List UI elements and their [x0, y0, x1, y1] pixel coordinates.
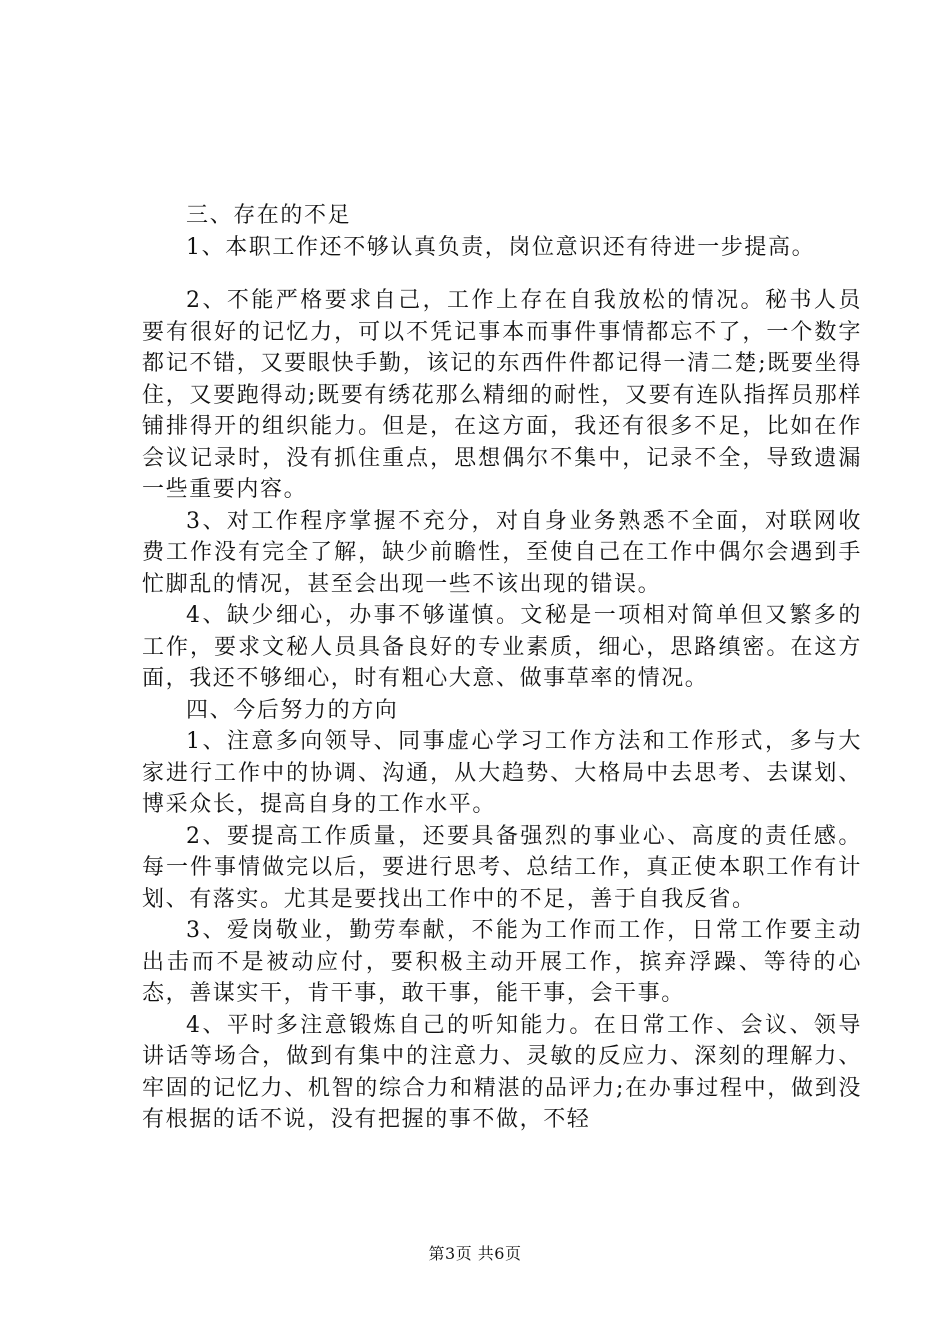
page-number-label: 第3页 共6页 [428, 1244, 522, 1263]
page-footer [0, 1244, 950, 1264]
paragraph: 1、本职工作还不够认真负责，岗位意识还有待进一步提高。 [186, 234, 816, 260]
paragraph: 1、注意多向领导、同事虚心学习工作方法和工作形式，多与大家进行工作中的协调、沟通，从大趋势、大格局中去思考、去谋划、博采众长，提高自身的工作水平。 [142, 729, 862, 817]
paragraph: 4、平时多注意锻炼自己的听知能力。在日常工作、会议、领导讲话等场合，做到有集中的注意力、灵敏的反应力、深刻的理解力、牢固的记忆力、机智的综合力和精湛的品评力;在办事过程中，做到没有根据的话不说，没有把握的事不做，不轻 [142, 1012, 862, 1132]
paragraph: 3、爱岗敬业，勤劳奉献，不能为工作而工作，日常工作要主动出击而不是被动应付，要积极主动开展工作，摈弃浮躁、等待的心态，善谋实干，肯干事，敢干事，能干事，会干事。 [142, 918, 862, 1006]
section-heading-shortcomings: 三、存在的不足 [186, 203, 352, 228]
paragraph: 2、不能严格要求自己，工作上存在自我放松的情况。秘书人员要有很好的记忆力，可以不凭记事本而事件事情都忘不了，一个数字都记不错，又要眼快手勤，该记的东西件件都记得一清二楚;既要坐得住，又要跑得动;既要有绣花那么精细的耐性，又要有连队指挥员那样铺排得开的组织能力。但是，在这方面，我还有很多不足，比如在作会议记录时，没有抓住重点，思想偶尔不集中，记录不全，导致遗漏一些重要内容。 [142, 288, 862, 502]
paragraph: 4、缺少细心，办事不够谨慎。文秘是一项相对简单但又繁多的工作，要求文秘人员具备良好的专业素质，细心，思路缜密。在这方面，我还不够细心，时有粗心大意、做事草率的情况。 [142, 603, 862, 691]
paragraph: 2、要提高工作质量，还要具备强烈的事业心、高度的责任感。每一件事情做完以后，要进行思考、总结工作，真正使本职工作有计划、有落实。尤其是要找出工作中的不足，善于自我反省。 [142, 823, 862, 912]
section-heading-future-direction: 四、今后努力的方向 [186, 697, 399, 723]
document-body [142, 200, 862, 1136]
paragraph: 3、对工作程序掌握不充分，对自身业务熟悉不全面，对联网收费工作没有完全了解，缺少前瞻性，至使自己在工作中偶尔会遇到手忙脚乱的情况，甚至会出现一些不该出现的错误。 [142, 508, 862, 597]
